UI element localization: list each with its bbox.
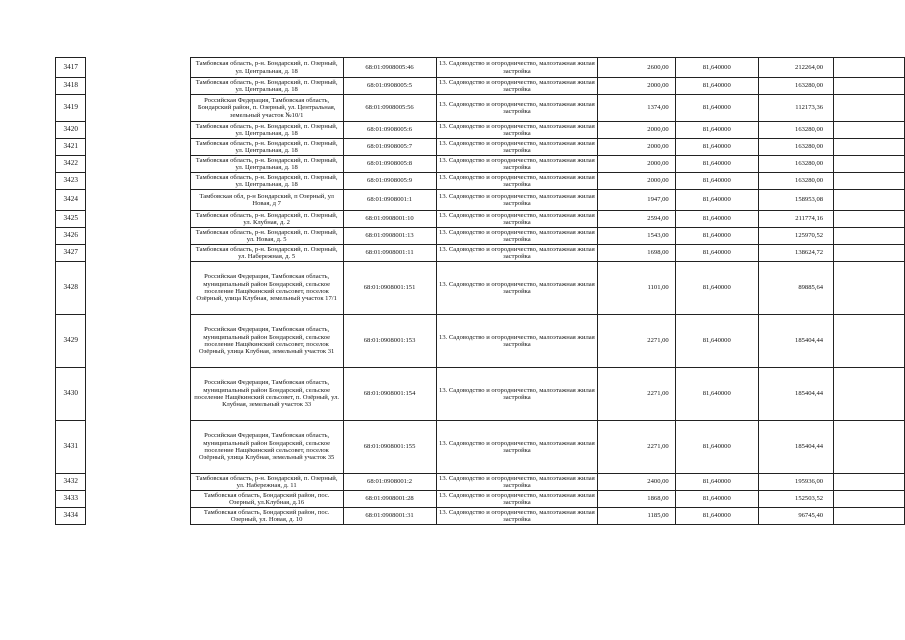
table-row xyxy=(56,58,905,78)
coefficient-cell: 81,640000 xyxy=(675,245,758,262)
address-cell: Российская Федерация, Тамбовская область, муниципальный район Бондарский, сельское поселение Нащёкинский сельсовет, поселок Озёрный, улица Клубная, земельный участок 17/1 xyxy=(190,262,343,315)
land-use-cell: 13. Садоводство и огородничество, малоэтажная жилая застройка xyxy=(436,474,598,491)
spacer-cell xyxy=(86,491,190,508)
table-row xyxy=(56,228,905,245)
row-number: 3417 xyxy=(56,58,86,78)
coefficient-cell: 81,640000 xyxy=(675,156,758,173)
cadastral-value-cell: 185404,44 xyxy=(758,368,833,421)
area-cell: 2000,00 xyxy=(598,173,675,190)
address-cell: Тамбовская область, Бондарский район, пос. Озерный, ул.Клубная, д.16 xyxy=(190,491,343,508)
cadastral-value-cell: 211774,16 xyxy=(758,211,833,228)
row-number: 3422 xyxy=(56,156,86,173)
spacer-cell xyxy=(86,95,190,122)
row-number: 3418 xyxy=(56,78,86,95)
cadastral-value-cell: 185404,44 xyxy=(758,315,833,368)
cadastral-value-cell: 112173,36 xyxy=(758,95,833,122)
empty-cell xyxy=(834,315,905,368)
cadastral-number-cell: 68:01:0908005:6 xyxy=(343,122,436,139)
empty-cell xyxy=(834,190,905,211)
land-use-cell: 13. Садоводство и огородничество, малоэтажная жилая застройка xyxy=(436,245,598,262)
area-cell: 2400,00 xyxy=(598,474,675,491)
land-parcels-table xyxy=(55,57,905,525)
empty-cell xyxy=(834,122,905,139)
area-cell: 2000,00 xyxy=(598,139,675,156)
spacer-cell xyxy=(86,262,190,315)
empty-cell xyxy=(834,95,905,122)
cadastral-number-cell: 68:01:0908001:151 xyxy=(343,262,436,315)
empty-cell xyxy=(834,156,905,173)
spacer-cell xyxy=(86,245,190,262)
table-row xyxy=(56,211,905,228)
empty-cell xyxy=(834,508,905,525)
area-cell: 1947,00 xyxy=(598,190,675,211)
land-use-cell: 13. Садоводство и огородничество, малоэтажная жилая застройка xyxy=(436,228,598,245)
coefficient-cell: 81,640000 xyxy=(675,139,758,156)
address-cell: Российская Федерация, Тамбовская область, Бондарский район, п. Озерный, ул. Центральная, земельный участок №10/1 xyxy=(190,95,343,122)
table-row xyxy=(56,245,905,262)
empty-cell xyxy=(834,491,905,508)
cadastral-number-cell: 68:01:0908001:154 xyxy=(343,368,436,421)
area-cell: 1101,00 xyxy=(598,262,675,315)
area-cell: 2600,00 xyxy=(598,58,675,78)
row-number: 3425 xyxy=(56,211,86,228)
empty-cell xyxy=(834,245,905,262)
spacer-cell xyxy=(86,474,190,491)
land-use-cell: 13. Садоводство и огородничество, малоэтажная жилая застройка xyxy=(436,421,598,474)
row-number: 3426 xyxy=(56,228,86,245)
table-row xyxy=(56,508,905,525)
spacer-cell xyxy=(86,508,190,525)
address-cell: Тамбовская область, р-н. Бондарский, п. Озерный, ул. Центральная, д. 18 xyxy=(190,156,343,173)
spacer-cell xyxy=(86,228,190,245)
coefficient-cell: 81,640000 xyxy=(675,78,758,95)
address-cell: Тамбовская область, р-н. Бондарский, п. Озерный, ул. Центральная, д. 18 xyxy=(190,122,343,139)
coefficient-cell: 81,640000 xyxy=(675,95,758,122)
address-cell: Тамбовская область, р-н. Бондарский, п. Озерный, ул. Центральная, д. 18 xyxy=(190,139,343,156)
row-number: 3419 xyxy=(56,95,86,122)
address-cell: Тамбовская область, Бондарский район, пос. Озерный, ул. Новая, д. 10 xyxy=(190,508,343,525)
cadastral-value-cell: 89885,64 xyxy=(758,262,833,315)
address-cell: Тамбовская область, р-н. Бондарский, п. Озерный, ул. Новая, д. 5 xyxy=(190,228,343,245)
address-cell: Тамбовская область, р-н. Бондарский, п. Озерный, ул. Клубная, д. 2 xyxy=(190,211,343,228)
spacer-cell xyxy=(86,421,190,474)
spacer-cell xyxy=(86,139,190,156)
cadastral-number-cell: 68:01:0908001:10 xyxy=(343,211,436,228)
empty-cell xyxy=(834,474,905,491)
area-cell: 1868,00 xyxy=(598,491,675,508)
land-use-cell: 13. Садоводство и огородничество, малоэтажная жилая застройка xyxy=(436,58,598,78)
table-row xyxy=(56,190,905,211)
cadastral-value-cell: 96745,40 xyxy=(758,508,833,525)
cadastral-number-cell: 68:01:0908001:1 xyxy=(343,190,436,211)
table-row xyxy=(56,78,905,95)
row-number: 3423 xyxy=(56,173,86,190)
row-number: 3424 xyxy=(56,190,86,211)
empty-cell xyxy=(834,211,905,228)
empty-cell xyxy=(834,58,905,78)
address-cell: Тамбовская область, р-н. Бондарский, п. Озерный, ул. Набережная, д. 11 xyxy=(190,474,343,491)
coefficient-cell: 81,640000 xyxy=(675,491,758,508)
row-number: 3420 xyxy=(56,122,86,139)
row-number: 3431 xyxy=(56,421,86,474)
row-number: 3421 xyxy=(56,139,86,156)
row-number: 3428 xyxy=(56,262,86,315)
empty-cell xyxy=(834,262,905,315)
table-row xyxy=(56,315,905,368)
coefficient-cell: 81,640000 xyxy=(675,262,758,315)
empty-cell xyxy=(834,173,905,190)
cadastral-number-cell: 68:01:0908005:56 xyxy=(343,95,436,122)
cadastral-number-cell: 68:01:0908005:7 xyxy=(343,139,436,156)
area-cell: 2271,00 xyxy=(598,315,675,368)
cadastral-value-cell: 163280,00 xyxy=(758,78,833,95)
row-number: 3429 xyxy=(56,315,86,368)
address-cell: Российская Федерация, Тамбовская область, муниципальный район Бондарский, сельское поселение Нащёкинский сельсовет, п. Озёрный, ул. Клубная, земельный участок 33 xyxy=(190,368,343,421)
empty-cell xyxy=(834,78,905,95)
land-use-cell: 13. Садоводство и огородничество, малоэтажная жилая застройка xyxy=(436,190,598,211)
table-row xyxy=(56,421,905,474)
row-number: 3427 xyxy=(56,245,86,262)
table-row xyxy=(56,491,905,508)
cadastral-value-cell: 195936,00 xyxy=(758,474,833,491)
spacer-cell xyxy=(86,190,190,211)
area-cell: 2271,00 xyxy=(598,368,675,421)
row-number: 3433 xyxy=(56,491,86,508)
cadastral-value-cell: 158953,08 xyxy=(758,190,833,211)
land-use-cell: 13. Садоводство и огородничество, малоэтажная жилая застройка xyxy=(436,368,598,421)
coefficient-cell: 81,640000 xyxy=(675,211,758,228)
coefficient-cell: 81,640000 xyxy=(675,474,758,491)
area-cell: 1698,00 xyxy=(598,245,675,262)
cadastral-value-cell: 138624,72 xyxy=(758,245,833,262)
coefficient-cell: 81,640000 xyxy=(675,58,758,78)
cadastral-number-cell: 68:01:0908001:11 xyxy=(343,245,436,262)
row-number: 3434 xyxy=(56,508,86,525)
land-use-cell: 13. Садоводство и огородничество, малоэтажная жилая застройка xyxy=(436,122,598,139)
spacer-cell xyxy=(86,211,190,228)
table-row xyxy=(56,139,905,156)
cadastral-value-cell: 163280,00 xyxy=(758,122,833,139)
area-cell: 1185,00 xyxy=(598,508,675,525)
area-cell: 1543,00 xyxy=(598,228,675,245)
cadastral-value-cell: 152503,52 xyxy=(758,491,833,508)
empty-cell xyxy=(834,421,905,474)
land-use-cell: 13. Садоводство и огородничество, малоэтажная жилая застройка xyxy=(436,78,598,95)
empty-cell xyxy=(834,368,905,421)
spacer-cell xyxy=(86,368,190,421)
coefficient-cell: 81,640000 xyxy=(675,508,758,525)
coefficient-cell: 81,640000 xyxy=(675,315,758,368)
cadastral-number-cell: 68:01:0908005:8 xyxy=(343,156,436,173)
spacer-cell xyxy=(86,78,190,95)
address-cell: Тамбовская обл, р-н Бондарский, п Озерный, ул Новая, д 7 xyxy=(190,190,343,211)
spacer-cell xyxy=(86,173,190,190)
cadastral-number-cell: 68:01:0908001:28 xyxy=(343,491,436,508)
table-row xyxy=(56,262,905,315)
cadastral-value-cell: 185404,44 xyxy=(758,421,833,474)
spacer-cell xyxy=(86,315,190,368)
cadastral-number-cell: 68:01:0908001:153 xyxy=(343,315,436,368)
empty-cell xyxy=(834,228,905,245)
land-use-cell: 13. Садоводство и огородничество, малоэтажная жилая застройка xyxy=(436,508,598,525)
table-row xyxy=(56,474,905,491)
cadastral-number-cell: 68:01:0908001:13 xyxy=(343,228,436,245)
address-cell: Тамбовская область, р-н. Бондарский, п. Озерный, ул. Набережная, д. 5 xyxy=(190,245,343,262)
table-row xyxy=(56,122,905,139)
spacer-cell xyxy=(86,122,190,139)
cadastral-number-cell: 68:01:0908005:9 xyxy=(343,173,436,190)
row-number: 3432 xyxy=(56,474,86,491)
coefficient-cell: 81,640000 xyxy=(675,190,758,211)
row-number: 3430 xyxy=(56,368,86,421)
coefficient-cell: 81,640000 xyxy=(675,122,758,139)
cadastral-value-cell: 163280,00 xyxy=(758,139,833,156)
area-cell: 2271,00 xyxy=(598,421,675,474)
cadastral-value-cell: 163280,00 xyxy=(758,173,833,190)
table-row xyxy=(56,95,905,122)
cadastral-value-cell: 163280,00 xyxy=(758,156,833,173)
coefficient-cell: 81,640000 xyxy=(675,228,758,245)
cadastral-number-cell: 68:01:0908001:2 xyxy=(343,474,436,491)
cadastral-number-cell: 68:01:0908001:155 xyxy=(343,421,436,474)
land-use-cell: 13. Садоводство и огородничество, малоэтажная жилая застройка xyxy=(436,211,598,228)
address-cell: Российская Федерация, Тамбовская область, муниципальный район Бондарский, сельское поселение Нащёкинский сельсовет, поселок Озёрный, улица Клубная, земельный участок 35 xyxy=(190,421,343,474)
land-use-cell: 13. Садоводство и огородничество, малоэтажная жилая застройка xyxy=(436,315,598,368)
address-cell: Тамбовская область, р-н. Бондарский, п. Озерный, ул. Центральная, д. 18 xyxy=(190,58,343,78)
table-body xyxy=(56,58,905,525)
table-row xyxy=(56,173,905,190)
cadastral-value-cell: 212264,00 xyxy=(758,58,833,78)
cadastral-number-cell: 68:01:0908001:31 xyxy=(343,508,436,525)
land-use-cell: 13. Садоводство и огородничество, малоэтажная жилая застройка xyxy=(436,173,598,190)
spacer-cell xyxy=(86,156,190,173)
empty-cell xyxy=(834,139,905,156)
coefficient-cell: 81,640000 xyxy=(675,368,758,421)
table-row xyxy=(56,156,905,173)
address-cell: Российская Федерация, Тамбовская область, муниципальный район Бондарский, сельское поселение Нащёкинский сельсовет, поселок Озёрный, улица Клубная, земельный участок 31 xyxy=(190,315,343,368)
area-cell: 2000,00 xyxy=(598,78,675,95)
area-cell: 2594,00 xyxy=(598,211,675,228)
land-use-cell: 13. Садоводство и огородничество, малоэтажная жилая застройка xyxy=(436,95,598,122)
cadastral-value-cell: 125970,52 xyxy=(758,228,833,245)
land-use-cell: 13. Садоводство и огородничество, малоэтажная жилая застройка xyxy=(436,156,598,173)
land-use-cell: 13. Садоводство и огородничество, малоэтажная жилая застройка xyxy=(436,262,598,315)
area-cell: 1374,00 xyxy=(598,95,675,122)
coefficient-cell: 81,640000 xyxy=(675,173,758,190)
address-cell: Тамбовская область, р-н. Бондарский, п. Озерный, ул. Центральная, д. 18 xyxy=(190,173,343,190)
spacer-cell xyxy=(86,58,190,78)
area-cell: 2000,00 xyxy=(598,156,675,173)
cadastral-number-cell: 68:01:0908005:46 xyxy=(343,58,436,78)
cadastral-number-cell: 68:01:0908005:5 xyxy=(343,78,436,95)
land-use-cell: 13. Садоводство и огородничество, малоэтажная жилая застройка xyxy=(436,139,598,156)
address-cell: Тамбовская область, р-н. Бондарский, п. Озерный, ул. Центральная, д. 18 xyxy=(190,78,343,95)
land-use-cell: 13. Садоводство и огородничество, малоэтажная жилая застройка xyxy=(436,491,598,508)
table-row xyxy=(56,368,905,421)
area-cell: 2000,00 xyxy=(598,122,675,139)
coefficient-cell: 81,640000 xyxy=(675,421,758,474)
